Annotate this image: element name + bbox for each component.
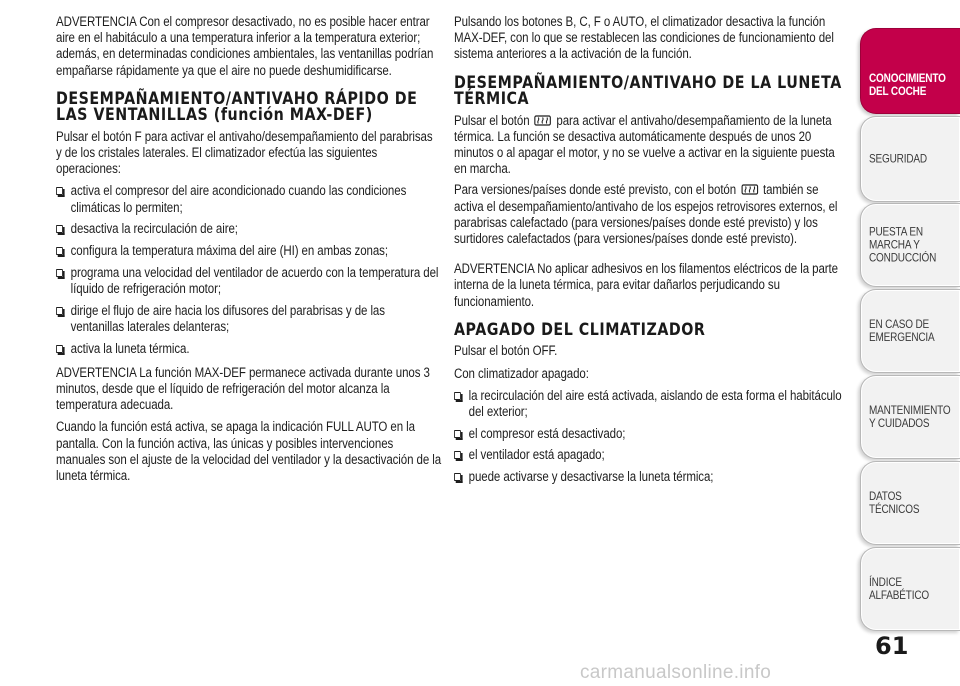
page-number: 61 — [875, 632, 909, 660]
bullet-icon — [454, 430, 461, 438]
list-item: el compresor está desactivado; — [454, 426, 844, 442]
list-item: dirige el flujo de aire hacia los difusores del parabrisas y de las ventanillas laterales delanteras; — [56, 303, 441, 335]
list-item: programa una velocidad del ventilador de acuerdo con la temperatura del líquido de refrigeración motor; — [56, 265, 441, 297]
press-off-instruction: Pulsar el botón OFF. — [454, 343, 558, 359]
bullet-icon — [56, 225, 63, 233]
section-tabs — [860, 0, 960, 686]
list-item: activa la luneta térmica. — [56, 341, 441, 357]
bullet-icon — [454, 392, 461, 400]
climate-off-intro: Con climatizador apagado: — [454, 365, 589, 381]
list-item: el ventilador está apagado; — [454, 447, 844, 463]
tab-conocimiento-del-coche[interactable]: CONOCIMIENTO DEL COCHE — [860, 28, 960, 114]
tab-datos-tecnicos[interactable]: DATOS TÉCNICOS — [860, 461, 960, 545]
max-def-list — [56, 183, 441, 356]
bullet-icon — [454, 451, 461, 459]
tab-puesta-en-marcha[interactable]: PUESTA EN MARCHA Y CONDUCCIÓN — [860, 203, 960, 287]
tab-en-caso-de-emergencia[interactable]: EN CASO DE EMERGENCIA — [860, 289, 960, 373]
max-def-intro: Pulsar el botón F para activar el antivaho/desempañamiento del parabrisas y de los cristales laterales. El climatizador efectúa las siguientes operaciones: — [56, 128, 433, 177]
max-def-active-note: Cuando la función está activa, se apaga la indicación FULL AUTO en la pantalla. Con la función activa, las únicas y posibles intervenciones manuales son el ajuste de la velocidad del ventilador y la desactivación de la luneta térmica. — [56, 419, 442, 483]
list-item: configura la temperatura máxima del aire (HI) en ambas zonas; — [56, 243, 441, 259]
bullet-icon — [56, 345, 63, 353]
list-item: puede activarse y desactivarse la luneta térmica; — [454, 469, 844, 485]
rear-defrost-icon — [741, 184, 758, 195]
list-item: activa el compresor del aire acondicionado cuando las condiciones climáticas lo permiten; — [56, 183, 441, 215]
max-def-deactivation: Pulsando los botones B, C, F o AUTO, el climatizador desactiva la función MAX-DEF, con lo que se restablecen las condiciones de funcionamiento del sistema anteriores a la activación de la función. — [454, 14, 834, 62]
warning-compressor: ADVERTENCIA Con el compresor desactivado, no es posible hacer entrar aire en el habitáculo a una temperatura inferior a la temperatura exterior; además, en determinadas condiciones ambientales, las ventanillas podrían empañarse rápidamente ya que el aire no puede deshumidificarse. — [56, 14, 434, 78]
tab-seguridad[interactable]: SEGURIDAD — [860, 116, 960, 202]
rear-defrost-icon — [534, 115, 551, 126]
heading-rear-window: DESEMPAÑAMIENTO/ANTIVAHO DE LA LUNETA TÉRMICA — [454, 72, 842, 109]
list-item: desactiva la recirculación de aire; — [56, 221, 441, 237]
list-item: la recirculación del aire está activada, aislando de esta forma el habitáculo del exterior; — [454, 388, 844, 420]
climate-off-list — [454, 388, 844, 486]
tab-mantenimiento[interactable]: MANTENIMIENTO Y CUIDADOS — [860, 375, 960, 459]
rear-window-extra: Para versiones/países donde esté previsto, con el botón también se activa el desempañamiento/antivaho de los espejos retrovisores externos, el parabrisas calefactado (para versiones/países donde esté previsto) y los surtidores calefactados (para versiones/países donde esté previsto). — [454, 182, 838, 247]
heading-max-def: DESEMPAÑAMIENTO/ANTIVAHO RÁPIDO DE LAS VENTANILLAS (función MAX-DEF) — [56, 88, 418, 125]
bullet-icon — [56, 187, 63, 195]
warning-adhesives: ADVERTENCIA No aplicar adhesivos en los filamentos eléctricos de la parte interna de la luneta térmica, para evitar dañarlos perjudicando su funcionamiento. — [454, 261, 838, 309]
left-column — [56, 14, 441, 490]
bullet-icon — [56, 247, 63, 255]
watermark: carmanualsonline.info — [580, 662, 772, 683]
warning-max-def-duration: ADVERTENCIA La función MAX-DEF permanece activada durante unos 3 minutos, desde que el líquido de refrigeración del motor alcanza la temperatura adecuada. — [56, 364, 430, 413]
bullet-icon — [56, 269, 63, 277]
bullet-icon — [454, 473, 461, 481]
bullet-icon — [56, 307, 63, 315]
rear-window-instructions: Pulsar el botón para activar el antivaho/desempañamiento de la luneta térmica. La función se desactiva automáticamente después de unos 20 minutos o al apagar el motor, y no se vuelve a activar en la siguiente puesta en marcha. — [454, 112, 835, 177]
tab-indice-alfabetico[interactable]: ÍNDICE ALFABÉTICO — [860, 547, 960, 631]
heading-climate-off: APAGADO DEL CLIMATIZADOR — [454, 319, 706, 339]
right-column — [454, 14, 844, 493]
